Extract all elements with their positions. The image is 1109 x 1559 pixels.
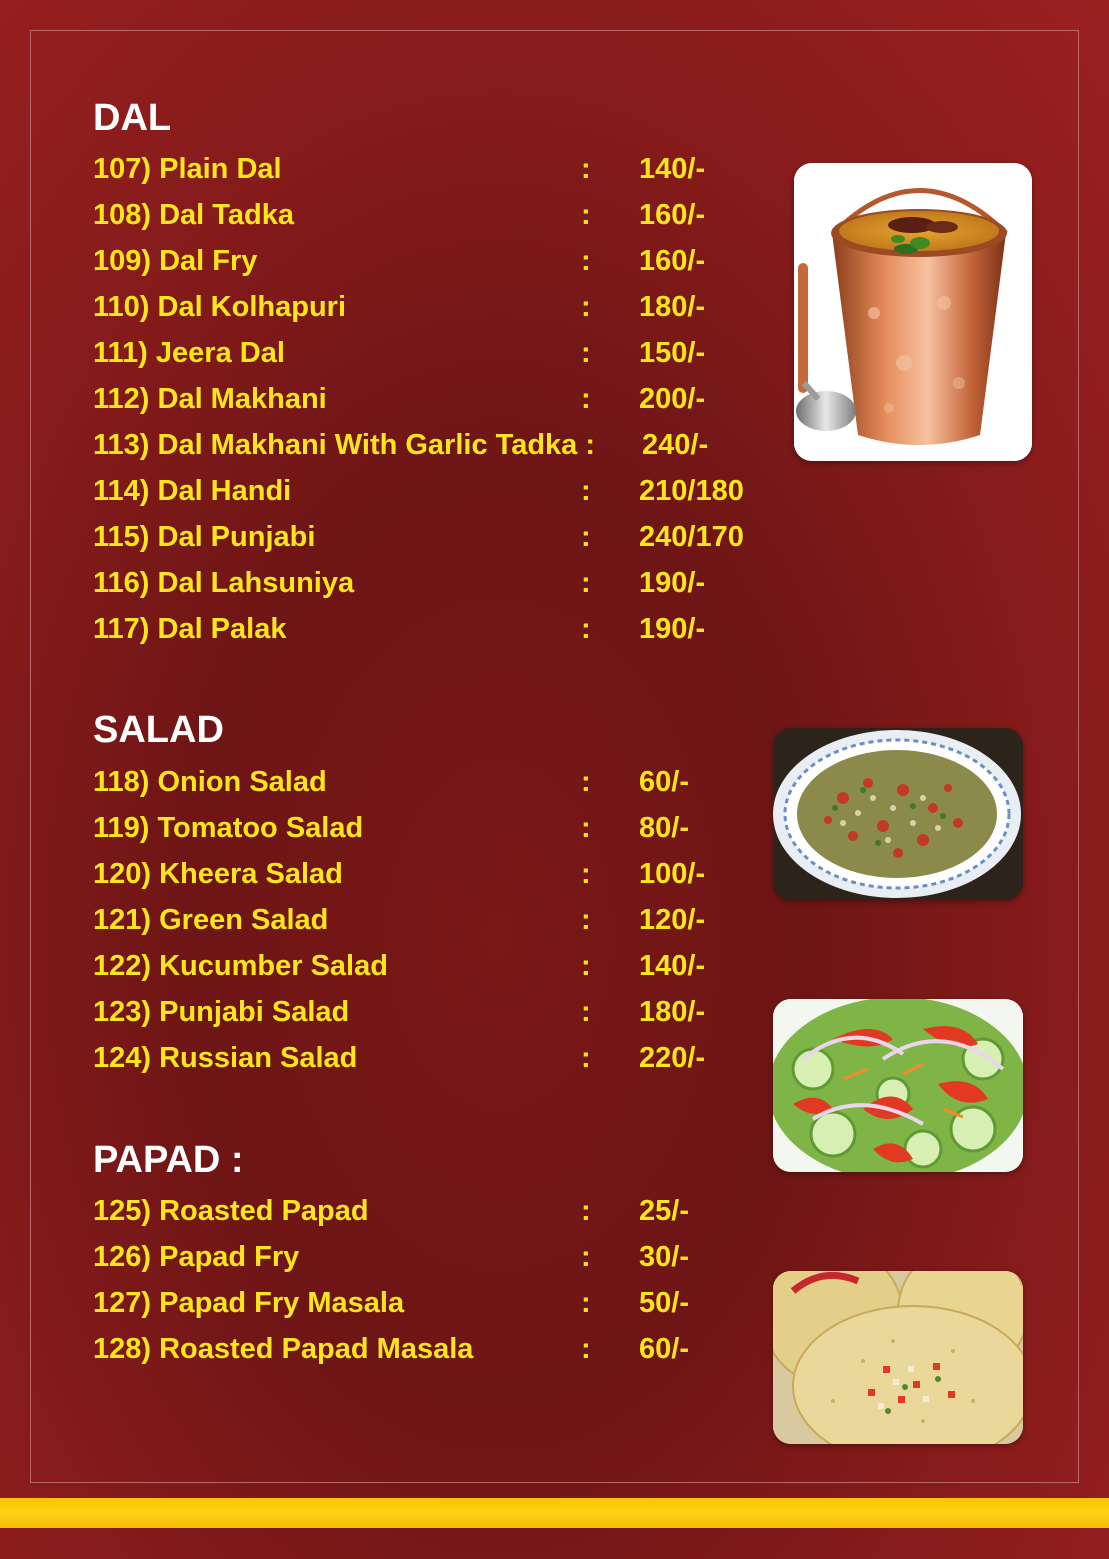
item-price: 50/- [639,1287,689,1319]
sprout-salad-illustration [773,728,1023,900]
masala-papad-photo [773,1271,1023,1444]
menu-item [93,474,773,520]
item-price: 30/- [639,1241,689,1273]
item-price: 140/- [639,950,706,982]
green-salad-illustration [773,999,1023,1172]
menu-item [93,198,773,244]
item-name: 120) Kheera Salad [93,858,343,890]
item-price: 160/- [639,245,706,277]
item-name: 127) Papad Fry Masala [93,1287,405,1319]
dal-bucket-illustration [794,163,1032,461]
item-name: 114) Dal Handi [93,475,292,507]
item-name: 108) Dal Tadka [93,199,294,231]
item-name: 119) Tomatoo Salad [93,812,364,844]
item-price: 60/- [639,1333,689,1365]
menu-item [93,336,773,382]
item-separator: : [581,1042,591,1074]
item-separator: : [581,521,591,553]
item-name: 118) Onion Salad [93,766,327,798]
section-title-dal: DAL [93,97,172,139]
item-price: 100/- [639,858,706,890]
item-price: 210/180 [639,475,744,507]
item-separator: : [581,1333,591,1365]
dal-photo [794,163,1032,461]
item-name: 122) Kucumber Salad [93,950,388,982]
menu-item [93,566,773,612]
item-name: 113) Dal Makhani With Garlic Tadka : [93,429,596,461]
item-name: 117) Dal Palak [93,613,287,645]
item-separator: : [581,153,591,185]
item-separator: : [581,291,591,323]
menu-item [93,857,773,903]
menu-item [93,903,773,949]
masala-papad-illustration [773,1271,1023,1444]
section-title-salad: SALAD [93,709,224,751]
menu-item [93,995,773,1041]
item-name: 125) Roasted Papad [93,1195,369,1227]
item-price: 60/- [639,766,689,798]
bottom-accent-bar [0,1498,1109,1528]
item-price: 200/- [639,383,706,415]
item-name: 124) Russian Salad [93,1042,358,1074]
item-price: 140/- [639,153,706,185]
menu-item [93,520,773,566]
menu-item [93,949,773,995]
item-name: 107) Plain Dal [93,153,282,185]
item-name: 112) Dal Makhani [93,383,327,415]
item-separator: : [581,950,591,982]
item-separator: : [581,337,591,369]
item-separator: : [581,1287,591,1319]
item-name: 116) Dal Lahsuniya [93,567,355,599]
menu-item [93,382,773,428]
item-name: 115) Dal Punjabi [93,521,316,553]
item-name: 123) Punjabi Salad [93,996,350,1028]
item-price: 80/- [639,812,689,844]
menu-item [93,612,773,658]
item-separator: : [581,1195,591,1227]
menu-item [93,152,773,198]
section-title-papad: PAPAD : [93,1139,244,1181]
item-name: 126) Papad Fry [93,1241,300,1273]
menu-item [93,811,773,857]
menu-item [93,290,773,336]
item-name: 111) Jeera Dal [93,337,285,369]
menu-item [93,244,773,290]
item-price: 180/- [639,996,706,1028]
item-price: 190/- [639,567,706,599]
item-price: 180/- [639,291,706,323]
item-separator: : [581,245,591,277]
item-price: 190/- [639,613,706,645]
item-separator: : [581,996,591,1028]
green-salad-photo [773,999,1023,1172]
item-name: 128) Roasted Papad Masala [93,1333,474,1365]
item-separator: : [581,475,591,507]
item-price: 160/- [639,199,706,231]
item-separator: : [581,383,591,415]
menu-item [93,428,773,474]
item-separator: : [581,1241,591,1273]
menu-item [93,1240,773,1286]
item-separator: : [581,567,591,599]
item-separator: : [581,858,591,890]
item-price: 150/- [639,337,706,369]
item-separator: : [581,613,591,645]
item-price: 25/- [639,1195,689,1227]
menu-item [93,765,773,811]
item-separator: : [581,812,591,844]
item-separator: : [581,199,591,231]
item-price: 220/- [639,1042,706,1074]
menu-item [93,1286,773,1332]
menu-item [93,1332,773,1378]
sprout-salad-photo [773,728,1023,900]
item-price: 240/170 [639,521,744,553]
item-separator: : [581,904,591,936]
menu-item [93,1041,773,1087]
item-price: 240/- [642,429,709,461]
item-name: 110) Dal Kolhapuri [93,291,347,323]
item-name: 109) Dal Fry [93,245,258,277]
menu-item [93,1194,773,1240]
item-name: 121) Green Salad [93,904,329,936]
item-price: 120/- [639,904,706,936]
item-separator: : [581,766,591,798]
